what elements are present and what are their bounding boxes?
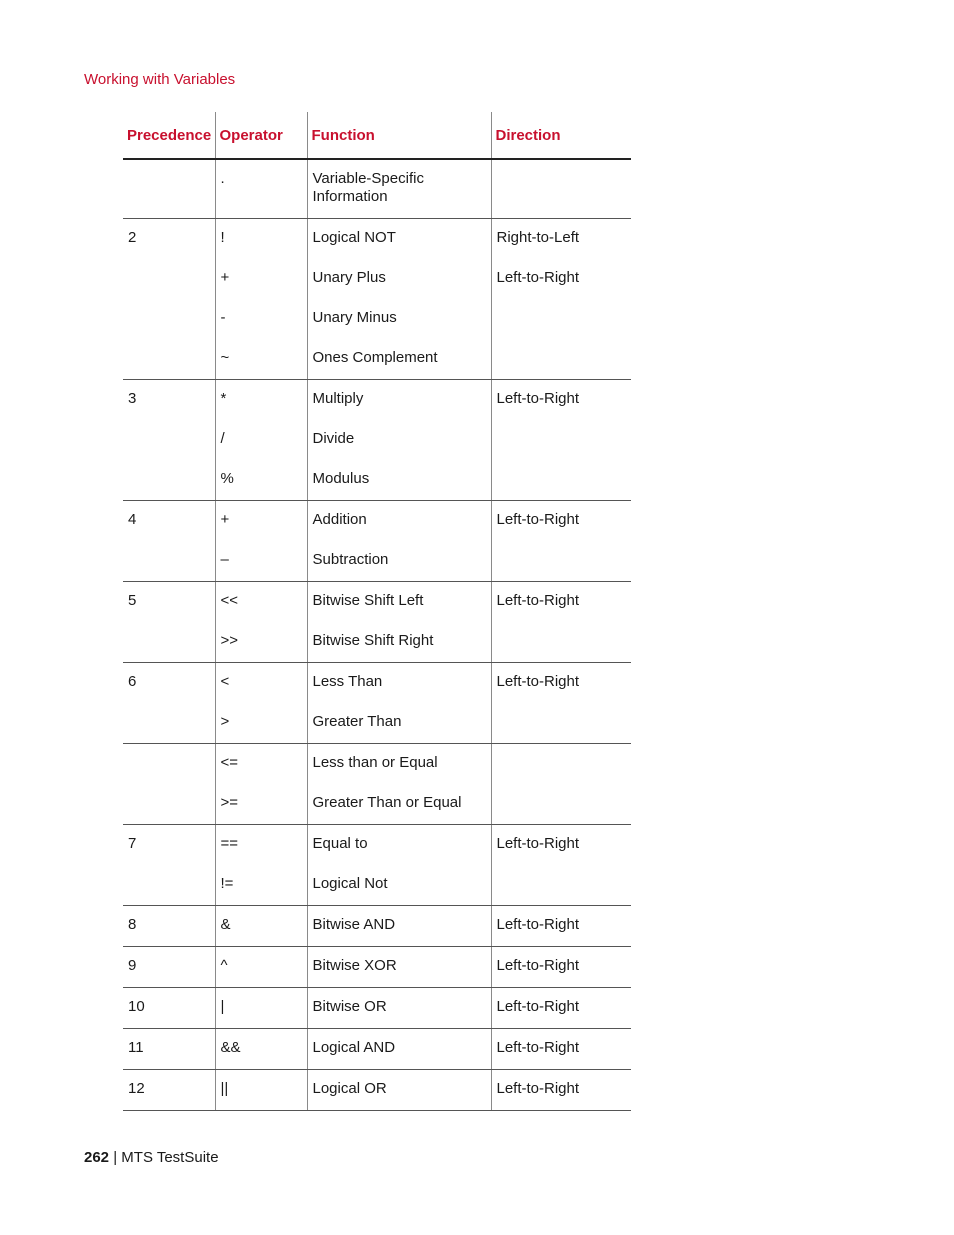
table-row xyxy=(123,380,631,501)
cell-precedence: 4 xyxy=(123,501,215,582)
cell-line-function: Ones Complement xyxy=(312,349,438,366)
cell-function xyxy=(307,1029,491,1070)
cell-direction xyxy=(491,663,631,744)
cell-function xyxy=(307,825,491,906)
page-footer xyxy=(84,1149,219,1166)
cell-operator xyxy=(215,988,307,1029)
cell-line-function: Divide xyxy=(312,430,355,447)
cell-line-operator: << xyxy=(220,592,239,609)
cell-operator xyxy=(215,744,307,825)
cell-precedence: 9 xyxy=(123,947,215,988)
cell-direction xyxy=(491,825,631,906)
cell-operator xyxy=(215,825,307,906)
cell-line-function: Logical NOT xyxy=(312,229,396,246)
cell-operator xyxy=(215,501,307,582)
cell-line-function: Unary Minus xyxy=(312,309,397,326)
cell-function xyxy=(307,1070,491,1111)
cell-function xyxy=(307,947,491,988)
table-row xyxy=(123,988,631,1029)
cell-direction xyxy=(491,582,631,663)
column-header-direction: Direction xyxy=(491,112,631,159)
cell-function xyxy=(307,501,491,582)
cell-line-function: Variable-Specific Information xyxy=(312,170,424,205)
cell-precedence: 6 xyxy=(123,663,215,744)
cell-line-function: Greater Than xyxy=(312,713,402,730)
cell-precedence: 2 xyxy=(123,219,215,380)
cell-precedence: 11 xyxy=(123,1029,215,1070)
cell-precedence: 12 xyxy=(123,1070,215,1111)
cell-line-operator: * xyxy=(220,390,227,407)
cell-direction xyxy=(491,380,631,501)
cell-line-operator: > xyxy=(220,713,230,730)
cell-line-function: Greater Than or Equal xyxy=(312,794,462,811)
cell-operator xyxy=(215,906,307,947)
table-row xyxy=(123,825,631,906)
table-row xyxy=(123,582,631,663)
cell-direction xyxy=(491,1070,631,1111)
cell-function xyxy=(307,906,491,947)
cell-precedence: 7 xyxy=(123,825,215,906)
cell-line-direction: Left-to-Right xyxy=(496,1039,580,1056)
cell-function xyxy=(307,582,491,663)
cell-line-operator: ! xyxy=(220,229,225,246)
cell-line-direction: Left-to-Right xyxy=(496,998,580,1015)
cell-line-operator: == xyxy=(220,835,239,852)
cell-operator xyxy=(215,947,307,988)
cell-precedence: 10 xyxy=(123,988,215,1029)
cell-line-function: Subtraction xyxy=(312,551,389,568)
cell-line-operator: + xyxy=(220,269,230,286)
column-header-operator: Operator xyxy=(215,112,307,159)
cell-line-operator: >= xyxy=(220,794,239,811)
cell-line-function: Less than or Equal xyxy=(312,754,438,771)
cell-line-direction: Left-to-Right xyxy=(496,835,580,852)
cell-line-operator: && xyxy=(220,1039,241,1056)
section-title: Working with Variables xyxy=(84,71,236,88)
cell-line-function: Bitwise XOR xyxy=(312,957,397,974)
cell-direction xyxy=(491,988,631,1029)
cell-function xyxy=(307,219,491,380)
cell-line-function: Bitwise AND xyxy=(312,916,396,933)
cell-line-function: Equal to xyxy=(312,835,368,852)
cell-line-function: Logical AND xyxy=(312,1039,396,1056)
cell-precedence: 5 xyxy=(123,582,215,663)
cell-line-direction: Left-to-Right xyxy=(496,1080,580,1097)
column-header-precedence: Precedence xyxy=(123,112,215,159)
cell-direction xyxy=(491,501,631,582)
cell-direction xyxy=(491,219,631,380)
cell-line-direction: Left-to-Right xyxy=(496,916,580,933)
table-row xyxy=(123,906,631,947)
cell-line-function: Multiply xyxy=(312,390,364,407)
table-body xyxy=(123,159,631,1111)
cell-line-function: Addition xyxy=(312,511,367,528)
product-name: MTS TestSuite xyxy=(121,1149,219,1166)
column-header-function: Function xyxy=(307,112,491,159)
cell-precedence: 8 xyxy=(123,906,215,947)
operator-precedence-table xyxy=(123,112,631,1111)
cell-line-direction: Left-to-Right xyxy=(496,390,580,407)
table-row xyxy=(123,1029,631,1070)
cell-line-operator: % xyxy=(220,470,234,487)
cell-line-operator: . xyxy=(220,170,225,187)
table-row xyxy=(123,947,631,988)
cell-line-operator: - xyxy=(220,309,226,326)
cell-line-function: Bitwise Shift Left xyxy=(312,592,424,609)
cell-operator xyxy=(215,1070,307,1111)
footer-separator: | xyxy=(113,1149,118,1166)
cell-operator xyxy=(215,582,307,663)
cell-precedence xyxy=(123,159,215,219)
cell-line-function: Bitwise Shift Right xyxy=(312,632,434,649)
cell-direction xyxy=(491,159,631,219)
table-row xyxy=(123,744,631,825)
cell-direction xyxy=(491,906,631,947)
cell-direction xyxy=(491,1029,631,1070)
page-number: 262 xyxy=(84,1149,110,1166)
cell-direction xyxy=(491,947,631,988)
cell-line-function: Bitwise OR xyxy=(312,998,387,1015)
cell-line-operator: | xyxy=(220,998,225,1015)
cell-line-operator: + xyxy=(220,511,230,528)
cell-operator xyxy=(215,380,307,501)
cell-line-operator: & xyxy=(220,916,231,933)
cell-line-operator: || xyxy=(220,1080,229,1097)
cell-operator xyxy=(215,159,307,219)
cell-direction xyxy=(491,744,631,825)
cell-line-operator: <= xyxy=(220,754,239,771)
table-row xyxy=(123,159,631,219)
cell-line-operator: < xyxy=(220,673,230,690)
cell-function xyxy=(307,159,491,219)
cell-line-function: Modulus xyxy=(312,470,370,487)
cell-function xyxy=(307,380,491,501)
cell-line-operator: / xyxy=(220,430,225,447)
cell-line-function: Unary Plus xyxy=(312,269,386,286)
cell-function xyxy=(307,988,491,1029)
cell-line-operator: – xyxy=(220,551,229,568)
table-row xyxy=(123,501,631,582)
cell-line-direction: Left-to-Right xyxy=(496,957,580,974)
cell-line-operator: != xyxy=(220,875,234,892)
cell-operator xyxy=(215,1029,307,1070)
table-row xyxy=(123,663,631,744)
cell-function xyxy=(307,744,491,825)
cell-line-direction: Left-to-Right xyxy=(496,592,580,609)
cell-line-direction: Left-to-Right xyxy=(496,511,580,528)
cell-line-operator: ^ xyxy=(220,957,228,974)
cell-precedence xyxy=(123,744,215,825)
cell-line-operator: >> xyxy=(220,632,239,649)
cell-operator xyxy=(215,219,307,380)
cell-precedence: 3 xyxy=(123,380,215,501)
cell-function xyxy=(307,663,491,744)
cell-line-direction: Left-to-Right xyxy=(496,269,580,286)
cell-line-function: Less Than xyxy=(312,673,383,690)
cell-line-direction: Left-to-Right xyxy=(496,673,580,690)
cell-line-direction: Right-to-Left xyxy=(496,229,580,246)
cell-line-operator: ~ xyxy=(220,349,230,366)
cell-line-function: Logical OR xyxy=(312,1080,387,1097)
cell-line-function: Logical Not xyxy=(312,875,388,892)
cell-operator xyxy=(215,663,307,744)
table-row xyxy=(123,1070,631,1111)
table-header-row xyxy=(123,112,631,159)
table-row xyxy=(123,219,631,380)
